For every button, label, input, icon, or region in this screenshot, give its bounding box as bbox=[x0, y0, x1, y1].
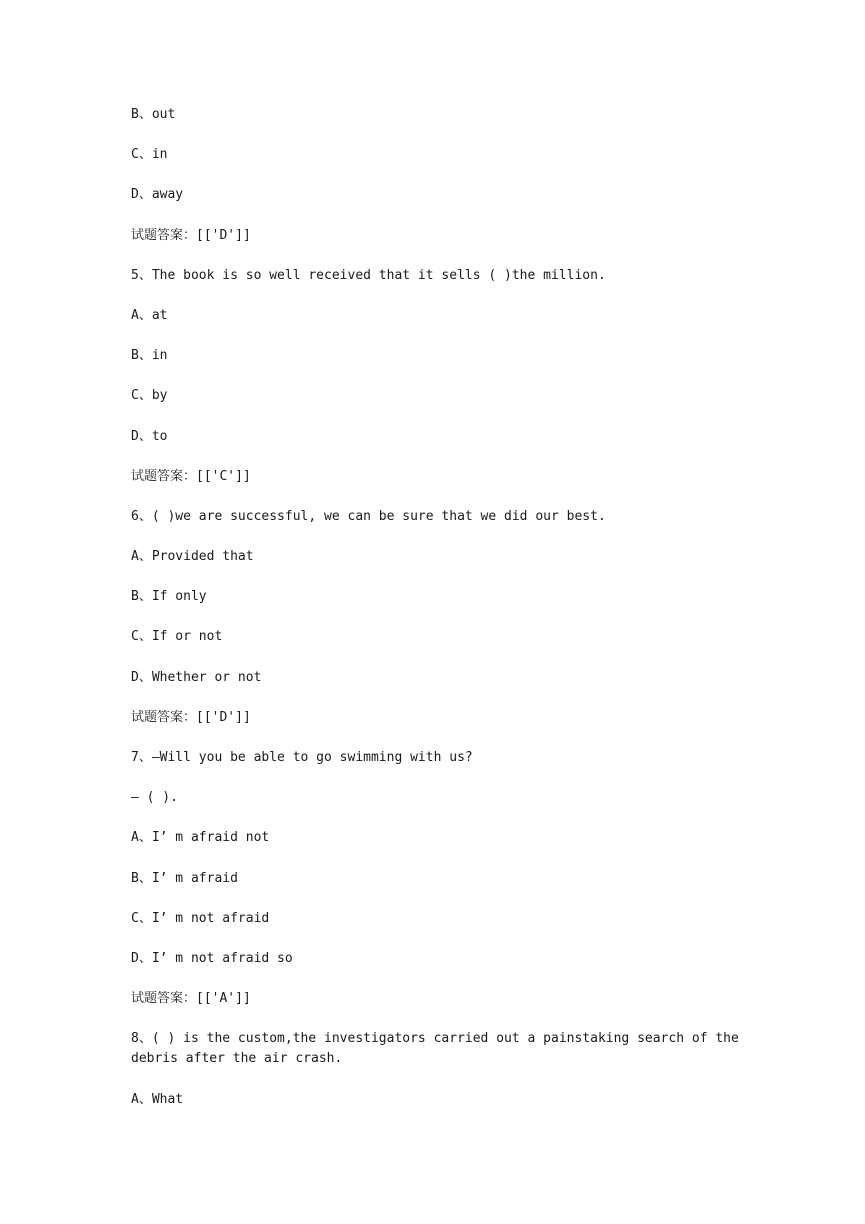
question-text: 6、( )we are successful, we can be sure that we did our best. bbox=[131, 508, 606, 524]
option-line: C、If or not bbox=[131, 629, 223, 645]
option-line: B、out bbox=[131, 107, 176, 122]
option-line: A、What bbox=[131, 1092, 184, 1108]
option-line: D、Whether or not bbox=[131, 669, 262, 685]
option-line: A、I’ m afraid not bbox=[131, 830, 270, 846]
option-line: B、I’ m afraid bbox=[131, 870, 238, 886]
option-line: B、If only bbox=[131, 589, 207, 605]
option-line: D、away bbox=[131, 187, 184, 203]
answer-line: 试题答案：[['A']] bbox=[131, 991, 251, 1007]
option-line: D、I’ m not afraid so bbox=[131, 950, 293, 966]
question-text: 8、( ) is the custom,the investigators carried out a painstaking search of the debris after the air crash. bbox=[131, 1031, 747, 1067]
option-line: C、I’ m not afraid bbox=[131, 910, 270, 926]
document-body bbox=[131, 106, 747, 1132]
answer-line: 试题答案：[['D']] bbox=[131, 227, 251, 243]
option-line: A、at bbox=[131, 307, 168, 323]
option-line: A、Provided that bbox=[131, 549, 254, 565]
answer-line: 试题答案：[['D']] bbox=[131, 709, 251, 725]
option-line: D、to bbox=[131, 428, 168, 444]
option-line: C、by bbox=[131, 388, 168, 404]
option-line: C、in bbox=[131, 147, 168, 163]
option-line: B、in bbox=[131, 348, 168, 364]
question-text: 7、—Will you be able to go swimming with us? bbox=[131, 750, 473, 765]
question-text: 5、The book is so well received that it sells ( )the million. bbox=[131, 267, 606, 283]
answer-line: 试题答案：[['C']] bbox=[131, 468, 251, 484]
question-text: — ( ). bbox=[131, 790, 178, 806]
